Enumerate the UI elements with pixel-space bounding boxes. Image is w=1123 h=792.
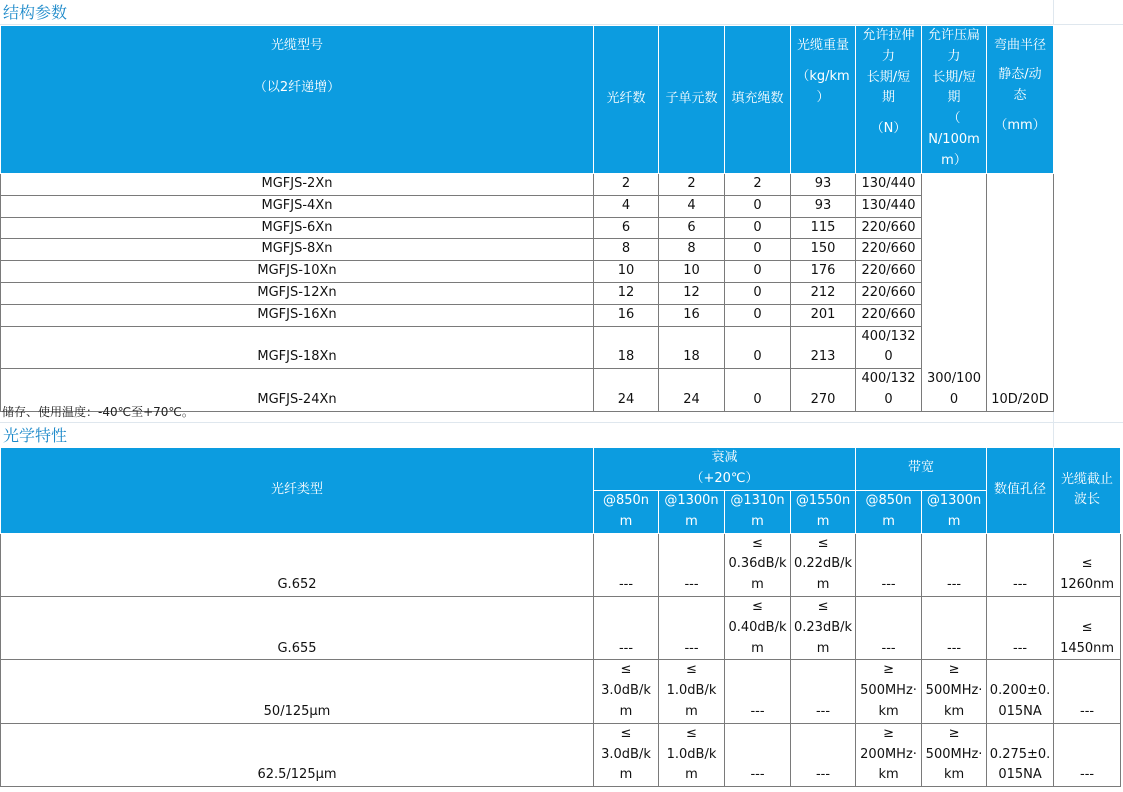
cell-atten-1550	[791, 723, 856, 786]
cell-atten-850	[594, 660, 659, 723]
header-tensile	[856, 26, 922, 174]
cell-tensile	[856, 326, 922, 369]
cell-tensile-line: 400/132	[861, 371, 916, 387]
cell-cutoff	[1054, 596, 1121, 659]
cell-atten-1300-line: m	[685, 703, 698, 719]
cell-bw-850-line: km	[878, 767, 899, 783]
optical-section-title: 光学特性	[3, 426, 68, 445]
cell-fiber-count: 12	[594, 282, 659, 304]
cell-weight: 212	[791, 282, 856, 304]
cell-atten-850	[594, 723, 659, 786]
cell-atten-850-line: ---	[618, 640, 634, 656]
cell-bw-850-line: 200MHz·	[860, 746, 917, 762]
cell-bend-radius: 10D/20D	[987, 174, 1054, 412]
header-atten-1310-l1: @1310n	[730, 492, 785, 508]
cell-atten-1300-line: m	[685, 767, 698, 783]
table-row	[1, 533, 1121, 596]
cell-atten-850	[594, 533, 659, 596]
cell-atten-1550-line: 0.23dB/k	[794, 619, 853, 635]
cell-weight: 201	[791, 304, 856, 326]
cell-bw-850-line: ---	[881, 577, 896, 593]
header-atten-1300-l2: m	[685, 513, 698, 529]
table-row	[1, 282, 1054, 304]
header-bw-850-l1: @850n	[865, 492, 912, 508]
header-weight-l1: 光缆重量	[796, 38, 849, 53]
header-bw-1300-l1: @1300n	[926, 492, 982, 508]
cell-atten-1310-line: 0.36dB/k	[728, 556, 787, 572]
cell-bw-850-line: km	[878, 703, 899, 719]
header-cutoff-l2: 波长	[1074, 492, 1101, 508]
cell-sub-units: 2	[659, 174, 725, 196]
header-bend-l2: 静态/动	[998, 66, 1042, 82]
table-row	[1, 195, 1054, 217]
cell-sub-units: 12	[659, 282, 725, 304]
cell-fiber-count: 18	[594, 326, 659, 369]
cell-model: MGFJS-12Xn	[1, 282, 594, 304]
header-bandwidth: 带宽	[856, 448, 987, 491]
table-row	[1, 326, 1054, 369]
header-bw-850-l2: m	[882, 513, 895, 529]
header-attenuation-label: 衰减	[711, 450, 738, 465]
table-row	[1, 239, 1054, 261]
cell-bw-850-line: ≥	[883, 662, 894, 678]
cell-atten-1550	[791, 533, 856, 596]
cell-bw-1300-line: ---	[947, 577, 962, 593]
cell-filler: 2	[725, 174, 791, 196]
cell-bw-850	[856, 596, 922, 659]
header-bend-l4: （mm）	[994, 118, 1046, 134]
cell-filler: 0	[725, 239, 791, 261]
cell-weight: 115	[791, 217, 856, 239]
cell-atten-1300	[659, 723, 725, 786]
optical-table	[0, 447, 1121, 787]
cell-atten-850-line: 3.0dB/k	[601, 683, 651, 699]
cell-sub-units: 18	[659, 326, 725, 369]
cell-sub-units: 4	[659, 195, 725, 217]
cell-model: MGFJS-8Xn	[1, 239, 594, 261]
cell-atten-1310	[725, 533, 791, 596]
cell-bw-1300-line: ---	[947, 640, 962, 656]
header-tensile-l4: 期	[881, 90, 895, 106]
cell-tensile-line: 400/132	[861, 328, 916, 344]
cell-atten-1300-line: ---	[684, 577, 699, 593]
cell-sub-units: 8	[659, 239, 725, 261]
cell-atten-1550-line: ≤	[817, 535, 829, 551]
cell-fiber-count: 6	[594, 217, 659, 239]
cell-weight: 150	[791, 239, 856, 261]
header-filler: 填充绳数	[725, 26, 791, 174]
cell-atten-1300	[659, 596, 725, 659]
cell-numerical-aperture	[987, 596, 1054, 659]
cell-fiber-count: 16	[594, 304, 659, 326]
cell-bw-850-line: ≥	[883, 725, 894, 741]
cell-model: MGFJS-6Xn	[1, 217, 594, 239]
cell-numerical-aperture	[987, 660, 1054, 723]
cell-filler: 0	[725, 195, 791, 217]
cell-atten-850-line: ≤	[620, 725, 632, 741]
header-bw-1300-l2: m	[947, 513, 961, 529]
cell-fiber-count: 8	[594, 239, 659, 261]
cell-model: MGFJS-24Xn	[1, 369, 594, 412]
header-crush-l2: 力	[947, 48, 961, 64]
cell-bw-1300-line: ≥	[948, 662, 960, 678]
header-crush-l1: 允许压扁	[927, 28, 980, 43]
cell-tensile: 220/660	[856, 282, 922, 304]
structure-section-title: 结构参数	[3, 3, 68, 22]
header-crush-l4: 期	[947, 90, 961, 106]
cell-atten-850-line: m	[619, 767, 633, 783]
cell-atten-850-line: ---	[618, 577, 634, 593]
cell-cutoff	[1054, 723, 1121, 786]
cell-atten-850-line: 3.0dB/k	[601, 746, 651, 762]
table-row	[1, 723, 1121, 786]
cell-sub-units: 6	[659, 217, 725, 239]
header-atten-1300	[659, 490, 725, 533]
header-bend-l3: 态	[1013, 87, 1027, 103]
cell-cutoff-line: ≤	[1081, 556, 1093, 572]
cell-bw-1300	[922, 596, 987, 659]
cell-filler: 0	[725, 304, 791, 326]
cell-filler: 0	[725, 369, 791, 412]
cell-bw-850-line: ---	[881, 640, 896, 656]
cell-bw-850-line: 500MHz·	[860, 683, 917, 699]
structure-table	[0, 25, 1054, 412]
cell-atten-1310-line: ---	[750, 767, 765, 783]
header-bw-850	[856, 490, 922, 533]
cell-bw-1300-line: km	[943, 767, 965, 783]
cell-fiber-type: G.652	[1, 533, 594, 596]
cell-crush-line: 300/100	[926, 371, 981, 387]
header-atten-1310	[725, 490, 791, 533]
cell-atten-1550-line: ---	[815, 767, 831, 783]
cell-atten-1550-line: ≤	[817, 598, 829, 614]
cell-atten-1310	[725, 660, 791, 723]
grid-line	[0, 422, 1123, 423]
header-bend-l1: 弯曲半径	[993, 38, 1046, 53]
cell-sub-units: 16	[659, 304, 725, 326]
header-crush	[922, 26, 987, 174]
cell-atten-1310-line: ---	[750, 703, 765, 719]
cell-crush-line: 0	[949, 391, 959, 407]
cell-model: MGFJS-16Xn	[1, 304, 594, 326]
cell-fiber-count: 24	[594, 369, 659, 412]
cell-numerical-aperture-line: ---	[1013, 577, 1028, 593]
cell-tensile: 220/660	[856, 304, 922, 326]
cell-atten-1310	[725, 596, 791, 659]
cell-cutoff	[1054, 660, 1121, 723]
cell-numerical-aperture-line: 0.200±0.	[989, 683, 1051, 699]
cell-bw-1300-line: ≥	[948, 725, 960, 741]
cell-atten-1310	[725, 723, 791, 786]
cell-atten-1310-line: ≤	[752, 535, 763, 551]
cell-bw-1300	[922, 660, 987, 723]
header-fiber-count: 光纤数	[594, 26, 659, 174]
cell-atten-1300-line: ---	[684, 640, 699, 656]
cell-fiber-type: 50/125μm	[1, 660, 594, 723]
cell-weight: 93	[791, 195, 856, 217]
table-row	[1, 174, 1054, 196]
cell-numerical-aperture	[987, 723, 1054, 786]
cell-atten-1300	[659, 660, 725, 723]
cell-sub-units: 10	[659, 261, 725, 283]
header-tensile-l1: 允许拉伸	[862, 28, 915, 43]
cell-numerical-aperture	[987, 533, 1054, 596]
cell-model: MGFJS-18Xn	[1, 326, 594, 369]
cell-atten-1550-line: 0.22dB/k	[794, 556, 853, 572]
cell-cutoff-line: ≤	[1081, 619, 1093, 635]
cell-atten-1300-line: 1.0dB/k	[666, 683, 717, 699]
header-tensile-l2: 力	[881, 48, 895, 64]
cell-model: MGFJS-2Xn	[1, 174, 594, 196]
cell-bw-850	[856, 660, 922, 723]
header-fiber-type: 光纤类型	[1, 448, 594, 534]
storage-temperature-note: 储存、使用温度：-40℃至+70℃。	[2, 405, 194, 419]
cell-cutoff-line: 1450nm	[1060, 640, 1115, 656]
cell-tensile: 220/660	[856, 217, 922, 239]
header-model-sublabel: （以2纤递增）	[253, 79, 341, 95]
cell-atten-850-line: m	[619, 703, 633, 719]
cell-atten-1550-line: ---	[815, 703, 831, 719]
header-atten-1550	[791, 490, 856, 533]
cell-bw-1300	[922, 723, 987, 786]
table-row	[1, 217, 1054, 239]
table-row	[1, 596, 1121, 659]
cell-atten-850	[594, 596, 659, 659]
cell-numerical-aperture-line: ---	[1013, 640, 1028, 656]
header-cutoff-wavelength	[1054, 448, 1121, 534]
header-crush-l6: N/100m	[928, 131, 980, 147]
cell-filler: 0	[725, 282, 791, 304]
cell-fiber-type: G.655	[1, 596, 594, 659]
header-attenuation-temp: （+20℃）	[690, 470, 759, 486]
cell-cutoff-line: ---	[1080, 767, 1095, 783]
cell-model: MGFJS-10Xn	[1, 261, 594, 283]
cell-cutoff-line: 1260nm	[1060, 577, 1115, 593]
header-tensile-l3: 长期/短	[866, 69, 911, 85]
cell-bw-850	[856, 533, 922, 596]
cell-crush	[922, 174, 987, 412]
cell-atten-1310-line: m	[751, 640, 764, 656]
cell-fiber-type: 62.5/125μm	[1, 723, 594, 786]
header-crush-l5: （	[947, 111, 961, 127]
header-bend	[987, 26, 1054, 174]
cell-fiber-count: 10	[594, 261, 659, 283]
cell-atten-1310-line: ≤	[752, 598, 763, 614]
cell-weight: 213	[791, 326, 856, 369]
cell-atten-1550	[791, 596, 856, 659]
cell-atten-1550-line: m	[816, 640, 830, 656]
header-crush-l3: 长期/短	[932, 69, 976, 85]
table-row	[1, 304, 1054, 326]
cell-filler: 0	[725, 261, 791, 283]
cell-atten-1310-line: m	[751, 577, 764, 593]
cell-atten-1550-line: m	[816, 577, 830, 593]
cell-tensile	[856, 369, 922, 412]
header-atten-1550-l1: @1550n	[795, 492, 851, 508]
cell-cutoff	[1054, 533, 1121, 596]
header-atten-850	[594, 490, 659, 533]
header-weight	[791, 26, 856, 174]
cell-tensile: 130/440	[856, 195, 922, 217]
cell-atten-1300	[659, 533, 725, 596]
header-atten-850-l2: m	[619, 513, 633, 529]
header-atten-850-l1: @850n	[602, 492, 650, 508]
cell-numerical-aperture-line: 0.275±0.	[989, 746, 1051, 762]
cell-tensile-line: 0	[884, 391, 893, 407]
cell-tensile: 220/660	[856, 239, 922, 261]
cell-numerical-aperture-line: 015NA	[998, 767, 1042, 783]
cell-weight: 270	[791, 369, 856, 412]
cell-bw-1300	[922, 533, 987, 596]
cell-weight: 176	[791, 261, 856, 283]
cell-cutoff-line: ---	[1080, 703, 1095, 719]
header-numerical-aperture: 数值孔径	[987, 448, 1054, 534]
cell-atten-1300-line: ≤	[686, 662, 697, 678]
cell-atten-1300-line: 1.0dB/k	[666, 746, 717, 762]
table-row	[1, 660, 1121, 723]
cell-numerical-aperture-line: 015NA	[998, 703, 1042, 719]
cell-atten-1300-line: ≤	[686, 725, 697, 741]
cell-fiber-count: 4	[594, 195, 659, 217]
cell-bw-1300-line: 500MHz·	[925, 746, 983, 762]
cell-atten-1310-line: 0.40dB/k	[728, 619, 787, 635]
table-row	[1, 261, 1054, 283]
header-model-label: 光缆型号	[270, 38, 323, 53]
header-bw-1300	[922, 490, 987, 533]
cell-atten-1550	[791, 660, 856, 723]
cell-bw-850	[856, 723, 922, 786]
cell-bw-1300-line: 500MHz·	[925, 683, 983, 699]
header-crush-l7: m）	[941, 152, 967, 168]
header-tensile-l5: （N）	[870, 121, 907, 137]
header-atten-1310-l2: m	[751, 513, 764, 529]
header-attenuation	[594, 448, 856, 491]
cell-tensile-line: 0	[884, 349, 893, 365]
header-sub-units: 子单元数	[659, 26, 725, 174]
cell-tensile: 220/660	[856, 261, 922, 283]
header-weight-l2: （kg/km	[796, 68, 850, 84]
cell-weight: 93	[791, 174, 856, 196]
cell-fiber-count: 2	[594, 174, 659, 196]
cell-model: MGFJS-4Xn	[1, 195, 594, 217]
cell-filler: 0	[725, 217, 791, 239]
header-cutoff-l1: 光缆截止	[1061, 471, 1114, 487]
cell-sub-units: 24	[659, 369, 725, 412]
header-atten-1550-l2: m	[816, 513, 830, 529]
cell-tensile: 130/440	[856, 174, 922, 196]
header-model	[1, 26, 594, 174]
cell-atten-850-line: ≤	[620, 662, 632, 678]
cell-bw-1300-line: km	[943, 703, 965, 719]
header-atten-1300-l1: @1300n	[664, 492, 719, 508]
cell-filler: 0	[725, 326, 791, 369]
header-weight-l3: ）	[816, 89, 830, 105]
